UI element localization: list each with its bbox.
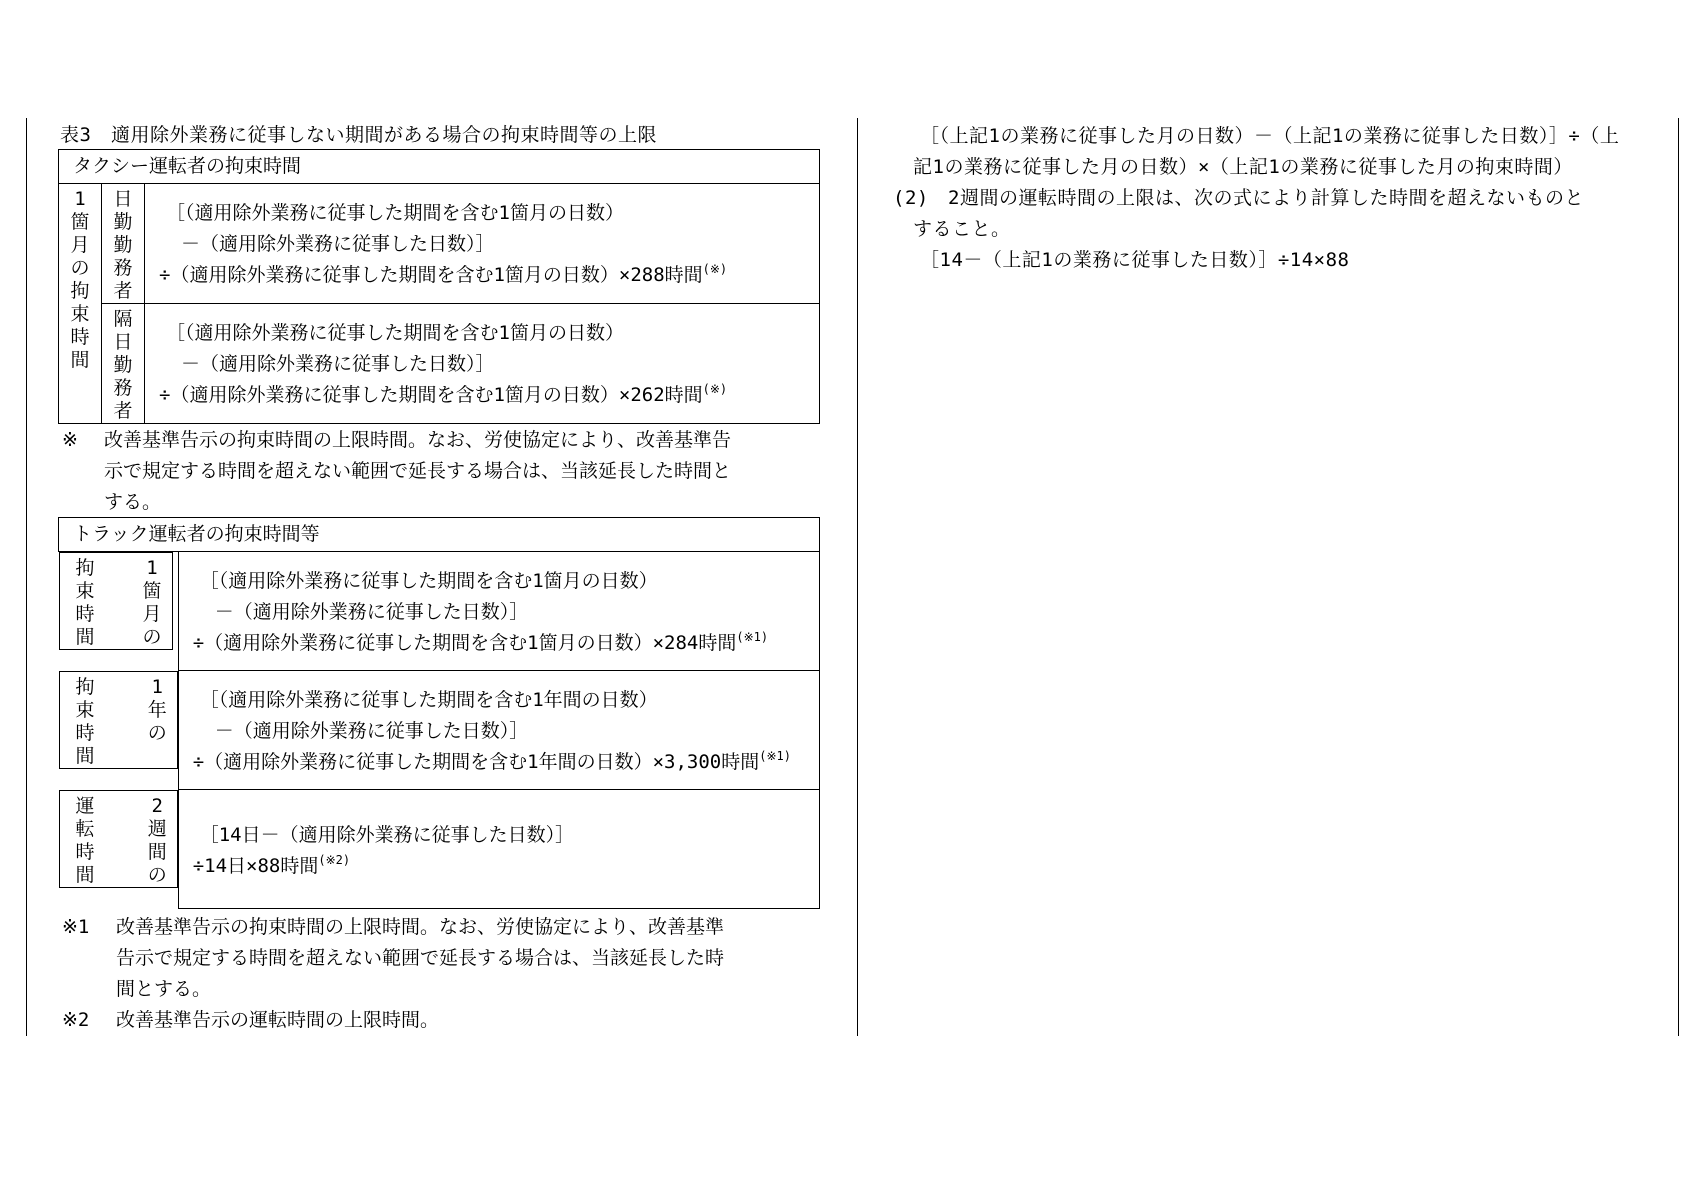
formula-line: －（適用除外業務に従事した日数）］	[214, 601, 529, 623]
truck-note1-mark: ※1	[62, 916, 90, 938]
right-formula-line2: 記1の業務に従事した月の日数）×（上記1の業務に従事した月の拘束時間）	[913, 156, 1573, 178]
footnote-mark: (※1)	[759, 749, 791, 763]
truck-table-header: トラック運転者の拘束時間等	[59, 518, 820, 552]
column-divider-rule	[857, 118, 858, 1036]
note-line: 示で規定する時間を超えない範囲で延長する場合は、当該延長した時間と	[104, 460, 732, 482]
formula-line: ［（適用除外業務に従事した期間を含む1箇月の日数）	[166, 322, 624, 344]
truck-formula-year	[178, 671, 819, 790]
item2-line2: すること。	[913, 218, 1011, 240]
taxi-table-header: タクシー運転者の拘束時間	[59, 150, 820, 184]
truck-formula-month	[178, 552, 819, 671]
formula-line: ÷14日×88時間	[192, 855, 319, 877]
formula-line: －（適用除外業務に従事した日数）］	[181, 233, 495, 255]
formula-line: ÷（適用除外業務に従事した期間を含む1箇月の日数）×284時間	[192, 632, 737, 654]
truck-note2-text: 改善基準告示の運転時間の上限時間。	[116, 1009, 440, 1031]
formula-line: －（適用除外業務に従事した日数）］	[181, 353, 495, 375]
footnote-mark: (※1)	[736, 630, 769, 644]
truck-row-label-twoweeks: 運 転 時 間 2 週 間 の	[59, 790, 178, 888]
table-title: 表3 適用除外業務に従事しない期間がある場合の拘束時間等の上限	[60, 124, 657, 146]
formula-line: －（適用除外業務に従事した日数）］	[214, 720, 529, 742]
note-line: 間とする。	[116, 978, 212, 1000]
right-margin-rule	[1678, 118, 1679, 1036]
taxi-note-mark: ※	[62, 429, 78, 451]
item2-line1: 2週間の運転時間の上限は、次の式により計算した時間を超えないものと	[948, 187, 1584, 209]
truck-formula-twoweeks	[178, 790, 819, 909]
truck-row-label-year: 拘 束 時 間 1 年 の	[59, 671, 178, 769]
truck-note2-mark: ※2	[62, 1009, 90, 1031]
truck-table	[58, 517, 820, 909]
formula-line: ÷（適用除外業務に従事した期間を含む1年間の日数）×3,300時間	[192, 751, 760, 773]
formula-line: ［（適用除外業務に従事した期間を含む1箇月の日数）	[199, 570, 658, 592]
formula-line: ÷（適用除外業務に従事した期間を含む1箇月の日数）×262時間	[159, 384, 703, 406]
taxi-row-label-alternate: 隔 日 勤 務 者	[102, 304, 145, 424]
formula-line: ［（適用除外業務に従事した期間を含む1年間の日数）	[199, 689, 658, 711]
formula-line: ÷（適用除外業務に従事した期間を含む1箇月の日数）×288時間	[159, 264, 703, 286]
footnote-mark: (※2)	[318, 853, 351, 867]
formula-line: ［14日－（適用除外業務に従事した日数）］	[199, 824, 575, 846]
taxi-side-label: 1 箇 月 の 拘 束 時 間	[59, 184, 102, 424]
note-line: 改善基準告示の拘束時間の上限時間。なお、労使協定により、改善基準告	[104, 429, 732, 451]
taxi-formula-day	[145, 184, 820, 304]
taxi-note-text	[104, 425, 731, 518]
formula-line: ［（適用除外業務に従事した期間を含む1箇月の日数）	[166, 202, 624, 224]
taxi-table	[58, 149, 820, 424]
taxi-formula-alternate	[145, 304, 820, 424]
note-line: 改善基準告示の拘束時間の上限時間。なお、労使協定により、改善基準	[116, 916, 725, 938]
truck-row-label-month: 拘 束 時 間 1 箇 月 の	[59, 552, 173, 650]
item2-formula: ［14－（上記1の業務に従事した日数）］÷14×88	[920, 249, 1350, 271]
note-line: 告示で規定する時間を超えない範囲で延長する場合は、当該延長した時	[116, 947, 725, 969]
right-formula-line1: ［（上記1の業務に従事した月の日数）－（上記1の業務に従事した日数）］÷（上	[920, 125, 1620, 147]
footnote-mark: (※)	[702, 382, 728, 396]
left-margin-rule	[26, 118, 27, 1036]
taxi-row-label-day: 日 勤 勤 務 者	[102, 184, 145, 304]
footnote-mark: (※)	[702, 262, 728, 276]
truck-note1-text	[116, 912, 724, 1005]
note-line: する。	[104, 491, 162, 513]
item2-number: (2)	[893, 187, 929, 209]
